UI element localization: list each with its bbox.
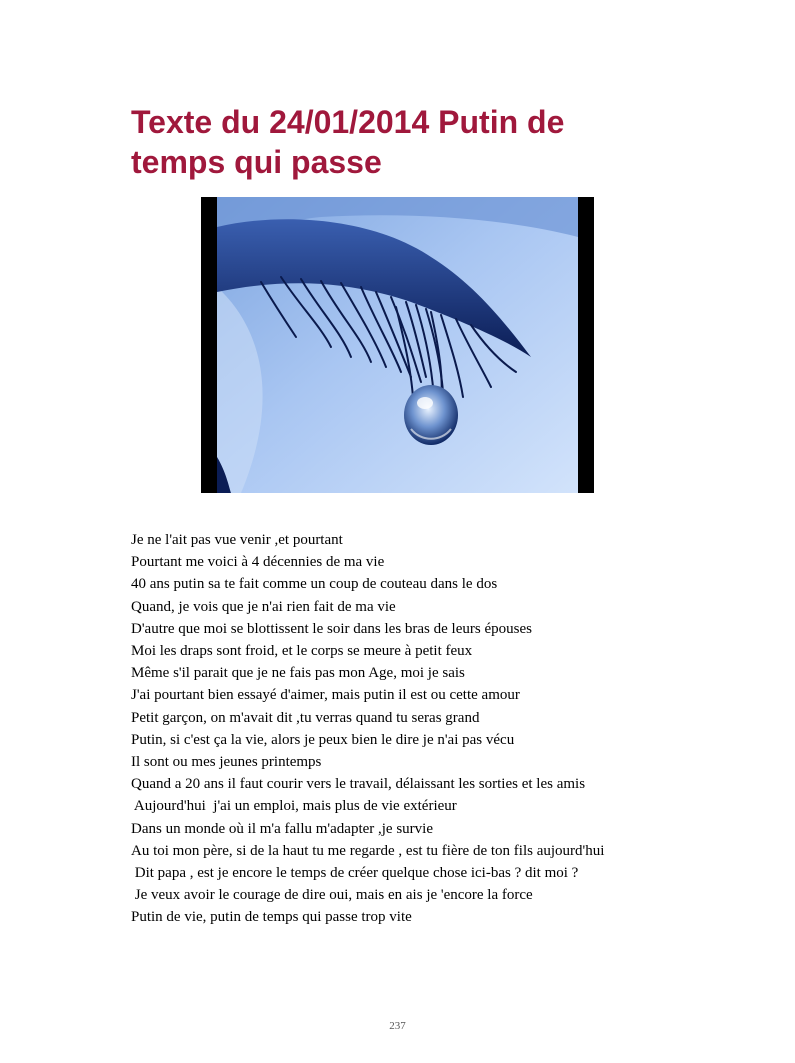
poem-body [131,529,664,929]
teardrop-eyelash-icon [201,197,594,493]
poem-line: D'autre que moi se blottissent le soir dans les bras de leurs épouses [131,620,532,637]
poem-line: Je ne l'ait pas vue venir ,et pourtant [131,532,343,548]
page-title: Texte du 24/01/2014 Putin de temps qui passe [131,104,565,180]
poem-line: Il sont ou mes jeunes printemps [131,754,322,771]
poem-line: Putin de vie, putin de temps qui passe trop vite [131,909,412,926]
poem-line: Je veux avoir le courage de dire oui, mais en ais je 'encore la force [131,887,533,904]
teardrop-photo [201,197,594,493]
poem-line: Dans un monde où il m'a fallu m'adapter ,je survie [131,820,433,837]
poem-line: Aujourd'hui j'ai un emploi, mais plus de vie extérieur [131,798,457,815]
poem-line: Quand a 20 ans il faut courir vers le travail, délaissant les sorties et les amis [131,776,586,793]
poem-line: Pourtant me voici à 4 décennies de ma vie [131,554,385,571]
poem-line: Petit garçon, on m'avait dit ,tu verras quand tu seras grand [131,709,480,726]
poem-line: 40 ans putin sa te fait comme un coup de couteau dans le dos [131,576,498,593]
poem-line: Au toi mon père, si de la haut tu me regarde , est tu fière de ton fils aujourd'hui [131,842,605,859]
poem-line: Même s'il parait que je ne fais pas mon Age, moi je sais [131,665,465,682]
poem-line: J'ai pourtant bien essayé d'aimer, mais putin il est ou cette amour [131,687,520,704]
poem-line: Putin, si c'est ça la vie, alors je peux bien le dire je n'ai pas vécu [131,731,515,748]
page-number: 237 [389,1020,406,1032]
poem-line: Dit papa , est je encore le temps de créer quelque chose ici-bas ? dit moi ? [131,865,579,882]
poem-line: Quand, je vois que je n'ai rien fait de ma vie [131,598,396,615]
poem-line: Moi les draps sont froid, et le corps se meure à petit feux [131,643,473,660]
